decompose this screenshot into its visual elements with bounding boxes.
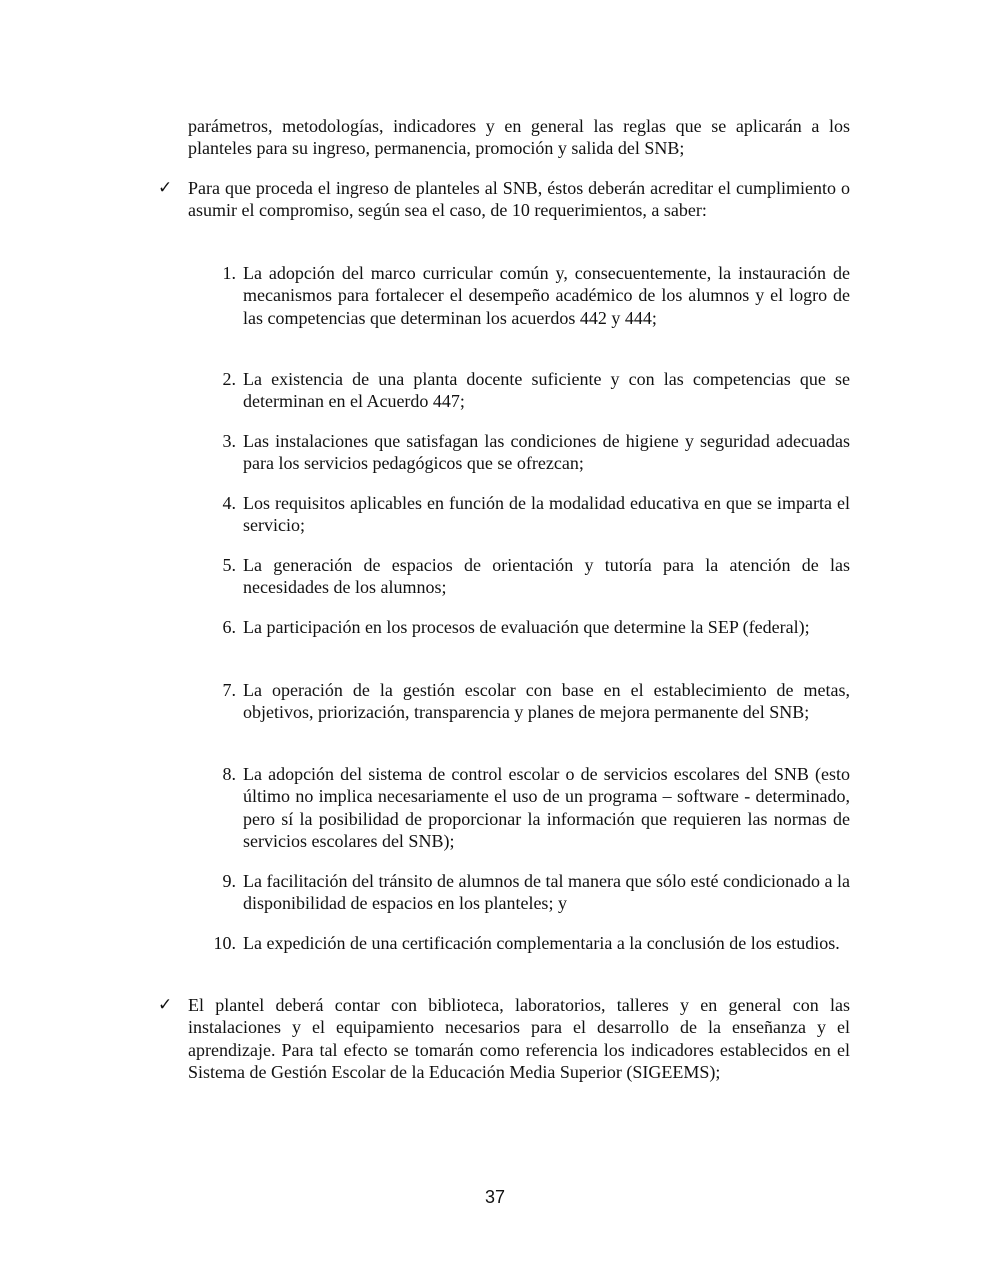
list-item: La adopción del sistema de control escolar o de servicios escolares del SNB (esto último no implica necesariamente el uso de un programa – software - determinado, pero sí la posibilidad de proporcionar la información que requieren las normas de servicios escolares del SNB); [243,764,850,852]
list-item-number: 7. [222,680,236,700]
bullet-paragraph-1: Para que proceda el ingreso de planteles al SNB, éstos deberán acreditar el cumplimiento o asumir el compromiso, según sea el caso, de 10 requerimientos, a saber: [188,178,850,221]
list-item-number: 5. [222,555,236,575]
list-item: Las instalaciones que satisfagan las condiciones de higiene y seguridad adecuadas para los servicios pedagógicos que se ofrezcan; [243,431,850,474]
checkmark-icon: ✓ [158,995,173,1015]
bullet-paragraph-2: El plantel deberá contar con biblioteca, laboratorios, talleres y en general con las instalaciones y el equipamiento necesarios para el desarrollo de la enseñanza y el aprendizaje. Para tal efecto se tomarán como referencia los indicadores establecidos en el Sistema de Gestión Escolar de la Educación Media Superior (SIGEEMS); [188,995,850,1083]
list-item-number: 8. [222,764,236,784]
list-item: La facilitación del tránsito de alumnos de tal manera que sólo esté condicionado a la disponibilidad de espacios en los planteles; y [243,871,850,914]
list-item: La participación en los procesos de evaluación que determine la SEP (federal); [243,617,810,637]
list-item: La generación de espacios de orientación y tutoría para la atención de las necesidades de los alumnos; [243,555,850,598]
list-item-number: 6. [222,617,236,637]
continuation-paragraph: parámetros, metodologías, indicadores y en general las reglas que se aplicarán a los planteles para su ingreso, permanencia, promoción y salida del SNB; [188,116,850,159]
list-item: La existencia de una planta docente suficiente y con las competencias que se determinan en el Acuerdo 447; [243,369,850,412]
list-item: La operación de la gestión escolar con base en el establecimiento de metas, objetivos, priorización, transparencia y planes de mejora permanente del SNB; [243,680,850,723]
list-item-number: 9. [222,871,236,891]
list-item-number: 10. [213,933,236,953]
list-item-number: 1. [222,263,236,283]
page-number: 37 [484,1187,506,1207]
list-item: La expedición de una certificación complementaria a la conclusión de los estudios. [243,933,840,953]
list-item: La adopción del marco curricular común y, consecuentemente, la instauración de mecanismos para fortalecer el desempeño académico de los alumnos y el logro de las competencias que determinan los acuerdos 442 y 444; [243,263,850,328]
list-item-number: 2. [222,369,236,389]
list-item-number: 4. [222,493,236,513]
checkmark-icon: ✓ [158,178,173,198]
list-item-number: 3. [222,431,236,451]
list-item: Los requisitos aplicables en función de la modalidad educativa en que se imparta el servicio; [243,493,850,536]
